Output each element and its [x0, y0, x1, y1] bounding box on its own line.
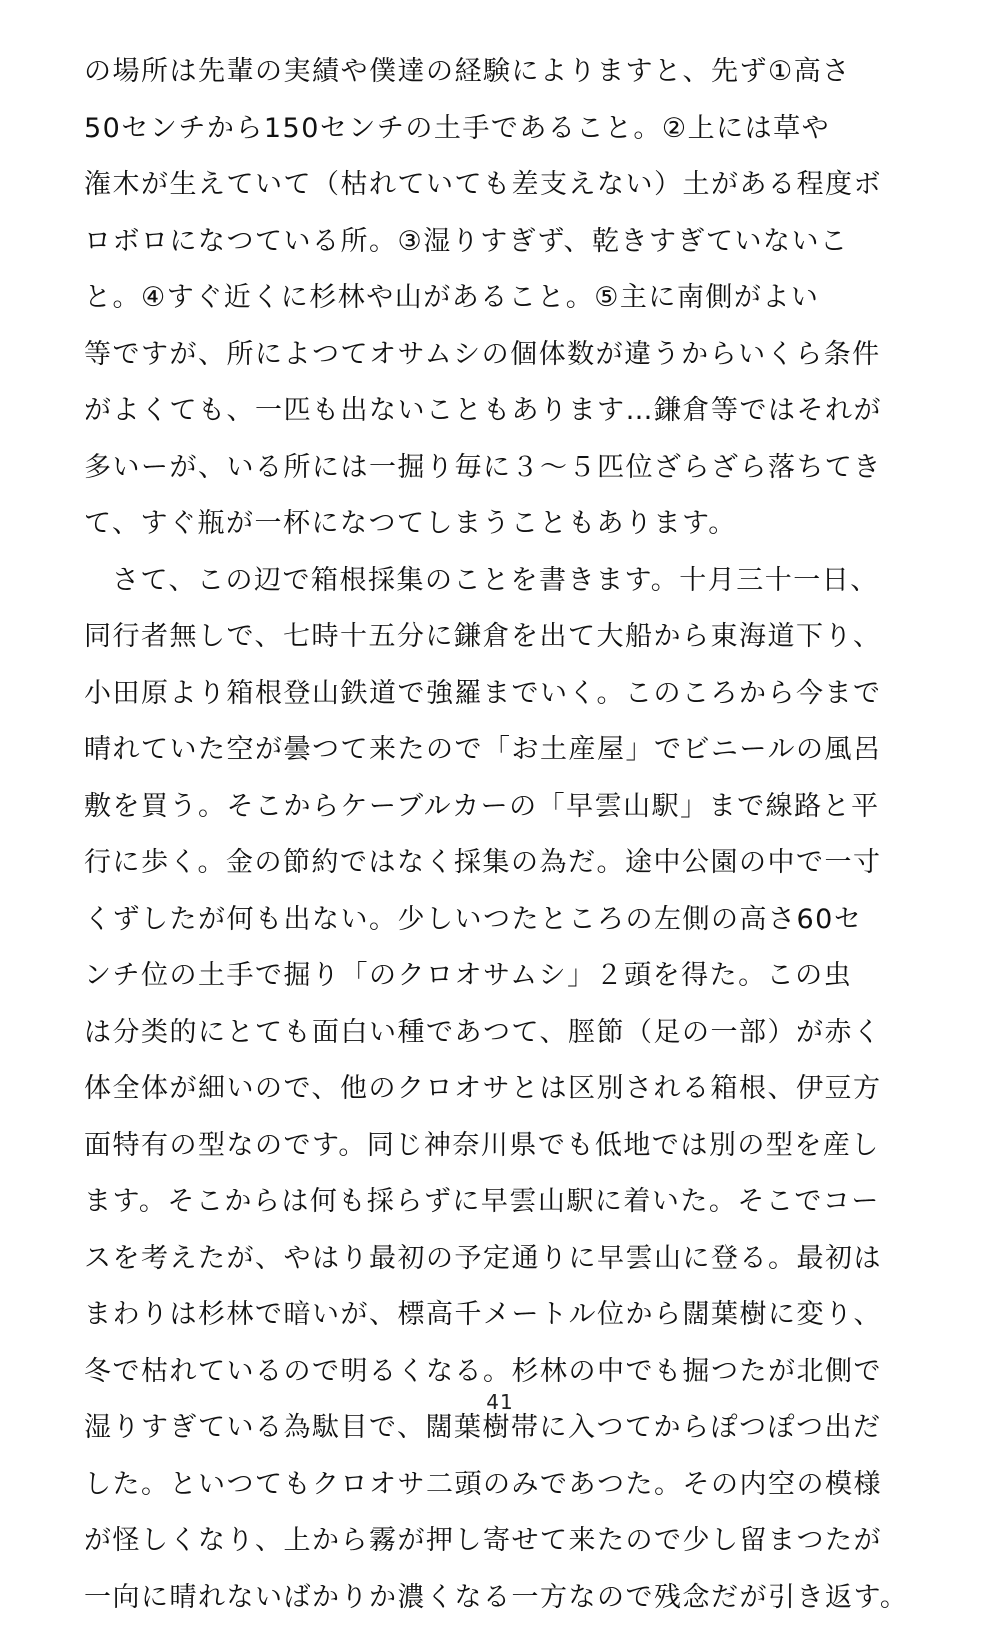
- text-line: が怪しくなり、上から霧が押し寄せて来たので少し留まつたが: [84, 1513, 964, 1570]
- text-line: スを考えたが、やはり最初の予定通りに早雲山に登る。最初は: [84, 1231, 964, 1288]
- text-line: 行に歩く。金の節約ではなく採集の為だ。途中公園の中で一寸: [84, 835, 964, 892]
- text-line: 面特有の型なのです。同じ神奈川県でも低地では別の型を産し: [84, 1118, 964, 1175]
- text-line: と。④すぐ近くに杉林や山があること。⑤主に南側がよい: [84, 270, 964, 327]
- text-line: 晴れていた空が曇つて来たので「お土産屋」でビニールの風呂: [84, 722, 964, 779]
- text-line: くずしたが何も出ない。少しいつたところの左側の高さ60セ: [84, 892, 964, 949]
- text-line: ンチ位の土手で掘り「のクロオサムシ」２頭を得た。この虫: [84, 948, 964, 1005]
- text-line: ます。そこからは何も採らずに早雲山駅に着いた。そこでコー: [84, 1174, 964, 1231]
- text-line: 潅木が生えていて（枯れていても差支えない）土がある程度ボ: [84, 157, 964, 214]
- text-line: て、すぐ瓶が一杯になつてしまうこともあります。: [84, 496, 964, 553]
- text-line: の場所は先輩の実績や僕達の経験によりますと、先ず①高さ: [84, 44, 964, 101]
- body-text: [84, 44, 964, 1626]
- page-number: 41: [0, 1390, 1000, 1414]
- text-line: さて、この辺で箱根採集のことを書きます。十月三十一日、: [84, 553, 964, 610]
- text-line: した。といつてもクロオサ二頭のみであつた。その内空の模様: [84, 1457, 964, 1514]
- text-line: がよくても、一匹も出ないこともあります…鎌倉等ではそれが: [84, 383, 964, 440]
- text-line: 等ですが、所によつてオサムシの個体数が違うからいくら条件: [84, 327, 964, 384]
- text-line: 敷を買う。そこからケーブルカーの「早雲山駅」まで線路と平: [84, 779, 964, 836]
- text-line: 湿りすぎている為駄目で、闊葉樹帯に入つてからぽつぽつ出だ: [84, 1400, 964, 1457]
- text-line: は分类的にとても面白い種であつて、脛節（足の一部）が赤く: [84, 1005, 964, 1062]
- text-line: ロボロになつている所。③湿りすぎず、乾きすぎていないこ: [84, 214, 964, 271]
- text-line: 多いーが、いる所には一掘り毎に３～５匹位ざらざら落ちてき: [84, 440, 964, 497]
- text-line: 体全体が細いので、他のクロオサとは区別される箱根、伊豆方: [84, 1061, 964, 1118]
- text-line: 冬で枯れているので明るくなる。杉林の中でも掘つたが北側で: [84, 1344, 964, 1401]
- text-line: 同行者無しで、七時十五分に鎌倉を出て大船から東海道下り、: [84, 609, 964, 666]
- paragraph-1: [84, 44, 964, 553]
- text-line: まわりは杉林で暗いが、標高千メートル位から闊葉樹に変り、: [84, 1287, 964, 1344]
- text-line: 一向に晴れないばかりか濃くなる一方なので残念だが引き返す。: [84, 1570, 964, 1626]
- text-line: 小田原より箱根登山鉄道で強羅までいく。このころから今まで: [84, 666, 964, 723]
- text-line: 50センチから150センチの土手であること。②上には草や: [84, 101, 964, 158]
